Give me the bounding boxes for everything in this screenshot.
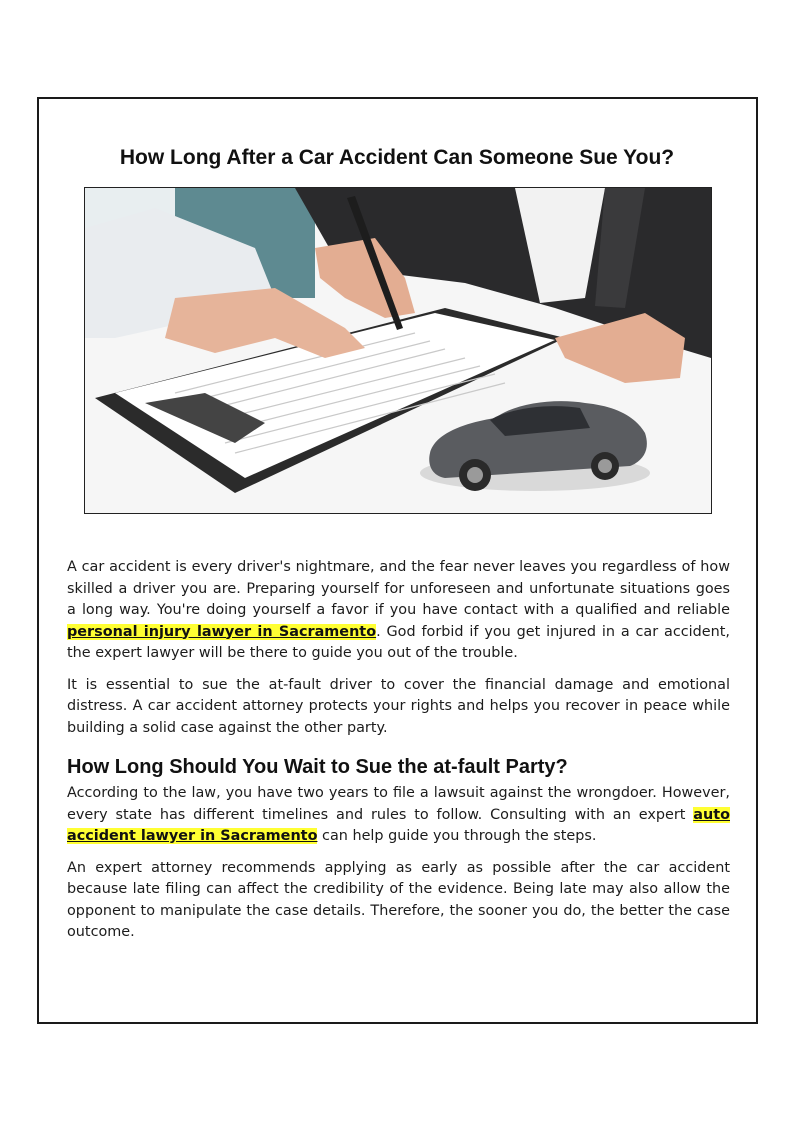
section-p1-start: According to the law, you have two years to file a lawsuit against the wrongdoer. However, every state has different timelines and rules to follow. Consulting with an expert [67, 785, 730, 823]
section-heading: How Long Should You Wait to Sue the at-fault Party? [67, 756, 568, 778]
intro-paragraph [67, 557, 730, 665]
page-title: How Long After a Car Accident Can Someone Sue You? [119, 146, 675, 169]
hero-image [84, 187, 712, 514]
article-body [67, 557, 730, 954]
intro-text-start: A car accident is every driver's nightmare, and the fear never leaves you regardless of how skilled a driver you are. Preparing yourself for unforeseen and unfortunate situations goes a long way. You're doing yourself a favor if you have contact with a qualified and reliable [67, 559, 730, 618]
intro-text-end: . God forbid if you get injured in a car accident, the expert lawyer will be there to guide you out of the trouble. [67, 623, 730, 661]
section-paragraph-2: An expert attorney recommends applying as early as possible after the car accident because late filing can affect the credibility of the evidence. Being late may also allow the opponent to manipulate the case details. Therefore, the sooner you do, the better the case outcome. [67, 859, 730, 940]
paragraph-2: It is essential to sue the at-fault driver to cover the financial damage and emotional distress. A car accident attorney protects your rights and helps you recover in peace while building a solid case against the other party. [67, 676, 730, 736]
personal-injury-lawyer-link[interactable]: personal injury lawyer in Sacramento [67, 623, 377, 640]
section-paragraph-1 [67, 783, 730, 848]
auto-accident-lawyer-link[interactable]: auto accident lawyer in Sacramento [67, 806, 730, 844]
section-p1-end: can help guide you through the steps. [317, 828, 597, 844]
